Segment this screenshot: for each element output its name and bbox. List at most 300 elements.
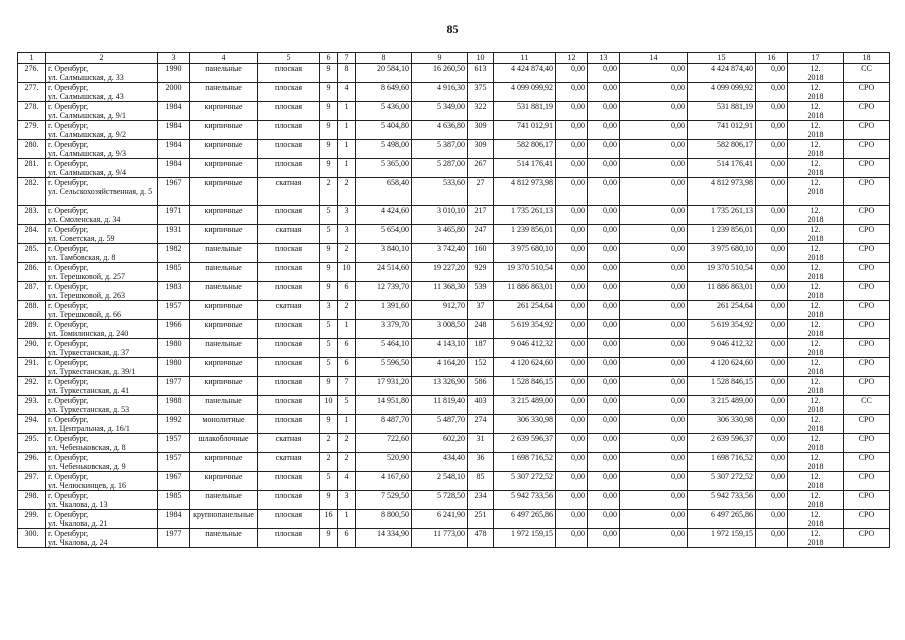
cost-col-14: 0,00: [620, 396, 688, 415]
cost-col-13: 0,00: [588, 206, 620, 225]
cost-col-14: 0,00: [620, 159, 688, 178]
method: СРО: [844, 472, 890, 491]
wall-material: панельные: [190, 244, 258, 263]
residents-count: 929: [468, 263, 494, 282]
deadline-year: 2018: [807, 187, 824, 196]
address-city: г. Оренбург,: [48, 140, 89, 149]
method: СРО: [844, 102, 890, 121]
table-row: [18, 320, 890, 339]
roof-type: плоская: [258, 83, 320, 102]
total-cost: 531 881,19: [494, 102, 556, 121]
address-cell: [46, 159, 158, 178]
cost-col-15: 5 942 733,56: [688, 491, 756, 510]
row-number: 300.: [18, 529, 46, 548]
address-street: ул. Салмышская, д. 9/3: [48, 149, 127, 158]
deadline-month: 12.: [810, 178, 821, 187]
roof-type: плоская: [258, 263, 320, 282]
deadline-month: 12.: [810, 64, 821, 73]
cost-col-13: 0,00: [588, 225, 620, 244]
deadline-year: 2018: [807, 348, 824, 357]
address-city: г. Оренбург,: [48, 263, 89, 272]
year-built: 1984: [158, 140, 190, 159]
table-row: [18, 178, 890, 206]
cost-col-14: 0,00: [620, 453, 688, 472]
method: СРО: [844, 121, 890, 140]
total-cost: 582 806,17: [494, 140, 556, 159]
residents-count: 217: [468, 206, 494, 225]
address-cell: [46, 320, 158, 339]
floors-count: 9: [320, 491, 338, 510]
entrances-count: 6: [338, 282, 356, 301]
roof-type: плоская: [258, 396, 320, 415]
cost-col-15: 1 239 856,01: [688, 225, 756, 244]
method: СРО: [844, 358, 890, 377]
deadline-year: 2018: [807, 73, 824, 82]
wall-material: кирпичные: [190, 178, 258, 206]
cost-col-14: 0,00: [620, 472, 688, 491]
year-built: 1984: [158, 510, 190, 529]
deadline-year: 2018: [807, 481, 824, 490]
address-street: ул. Чкалова, д. 24: [48, 538, 108, 547]
cost-col-12: 0,00: [556, 301, 588, 320]
cost-col-12: 0,00: [556, 377, 588, 396]
entrances-count: 6: [338, 339, 356, 358]
deadline-cell: [788, 453, 844, 472]
cost-col-14: 0,00: [620, 491, 688, 510]
residents-count: 27: [468, 178, 494, 206]
row-number: 296.: [18, 453, 46, 472]
wall-material: кирпичные: [190, 301, 258, 320]
year-built: 1977: [158, 377, 190, 396]
address-street: ул. Туркестанская, д. 53: [48, 405, 130, 414]
address-street: ул. Салмышская, д. 9/2: [48, 130, 127, 139]
method: СРО: [844, 377, 890, 396]
deadline-month: 12.: [810, 339, 821, 348]
cost-col-13: 0,00: [588, 510, 620, 529]
floors-count: 9: [320, 64, 338, 83]
cost-col-14: 0,00: [620, 244, 688, 263]
column-number-header: 15: [688, 53, 756, 64]
deadline-month: 12.: [810, 358, 821, 367]
year-built: 1984: [158, 121, 190, 140]
total-cost: 1 528 846,15: [494, 377, 556, 396]
deadline-year: 2018: [807, 519, 824, 528]
wall-material: кирпичные: [190, 320, 258, 339]
wall-material: крупнопанельные: [190, 510, 258, 529]
entrances-count: 2: [338, 244, 356, 263]
column-number-header: 8: [356, 53, 412, 64]
cost-col-14: 0,00: [620, 140, 688, 159]
row-number: 280.: [18, 140, 46, 159]
residents-count: 309: [468, 121, 494, 140]
roof-type: плоская: [258, 320, 320, 339]
cost-col-14: 0,00: [620, 415, 688, 434]
table-row: [18, 453, 890, 472]
address-cell: [46, 339, 158, 358]
cost-col-14: 0,00: [620, 64, 688, 83]
living-area: 5 349,00: [412, 102, 468, 121]
column-number-header: 2: [46, 53, 158, 64]
address-cell: [46, 377, 158, 396]
address-city: г. Оренбург,: [48, 225, 89, 234]
wall-material: панельные: [190, 282, 258, 301]
entrances-count: 2: [338, 301, 356, 320]
cost-col-16: 0,00: [756, 491, 788, 510]
cost-col-12: 0,00: [556, 102, 588, 121]
total-cost: 741 012,91: [494, 121, 556, 140]
deadline-year: 2018: [807, 234, 824, 243]
deadline-year: 2018: [807, 424, 824, 433]
roof-type: скатная: [258, 178, 320, 206]
floors-count: 5: [320, 472, 338, 491]
column-number-header: 3: [158, 53, 190, 64]
address-street: ул. Томилинская, д. 240: [48, 329, 129, 338]
cost-col-12: 0,00: [556, 434, 588, 453]
living-area: 3 010,10: [412, 206, 468, 225]
year-built: 1977: [158, 529, 190, 548]
total-cost: 514 176,41: [494, 159, 556, 178]
cost-col-14: 0,00: [620, 434, 688, 453]
year-built: 1967: [158, 472, 190, 491]
address-street: ул. Советская, д. 59: [48, 234, 115, 243]
cost-col-15: 1 972 159,15: [688, 529, 756, 548]
residents-count: 37: [468, 301, 494, 320]
method: СРО: [844, 83, 890, 102]
cost-col-13: 0,00: [588, 244, 620, 263]
table-row: [18, 510, 890, 529]
method: СРО: [844, 178, 890, 206]
deadline-year: 2018: [807, 291, 824, 300]
cost-col-16: 0,00: [756, 358, 788, 377]
deadline-year: 2018: [807, 386, 824, 395]
cost-col-13: 0,00: [588, 83, 620, 102]
entrances-count: 3: [338, 206, 356, 225]
deadline-month: 12.: [810, 396, 821, 405]
total-cost: 3 975 680,10: [494, 244, 556, 263]
total-cost: 5 619 354,92: [494, 320, 556, 339]
living-area: 3 742,40: [412, 244, 468, 263]
cost-col-13: 0,00: [588, 358, 620, 377]
wall-material: кирпичные: [190, 225, 258, 244]
living-area: 13 326,90: [412, 377, 468, 396]
table-body: [18, 64, 890, 548]
cost-col-13: 0,00: [588, 491, 620, 510]
deadline-year: 2018: [807, 367, 824, 376]
deadline-cell: [788, 320, 844, 339]
table-row: [18, 415, 890, 434]
deadline-month: 12.: [810, 121, 821, 130]
cost-col-13: 0,00: [588, 377, 620, 396]
deadline-month: 12.: [810, 140, 821, 149]
roof-type: плоская: [258, 415, 320, 434]
address-city: г. Оренбург,: [48, 178, 89, 187]
entrances-count: 1: [338, 121, 356, 140]
method: СРО: [844, 415, 890, 434]
entrances-count: 2: [338, 178, 356, 206]
deadline-cell: [788, 377, 844, 396]
living-area: 11 819,40: [412, 396, 468, 415]
roof-type: скатная: [258, 225, 320, 244]
column-number-header: 1: [18, 53, 46, 64]
entrances-count: 4: [338, 83, 356, 102]
table-row: [18, 282, 890, 301]
year-built: 1971: [158, 206, 190, 225]
floors-count: 10: [320, 396, 338, 415]
floors-count: 5: [320, 339, 338, 358]
cost-col-12: 0,00: [556, 396, 588, 415]
living-area: 533,60: [412, 178, 468, 206]
method: СРО: [844, 510, 890, 529]
cost-col-12: 0,00: [556, 159, 588, 178]
floors-count: 9: [320, 282, 338, 301]
cost-col-13: 0,00: [588, 339, 620, 358]
cost-col-16: 0,00: [756, 121, 788, 140]
address-cell: [46, 121, 158, 140]
cost-col-13: 0,00: [588, 102, 620, 121]
total-cost: 4 812 973,98: [494, 178, 556, 206]
address-street: ул. Челюскинцев, д. 16: [48, 481, 127, 490]
address-cell: [46, 301, 158, 320]
year-built: 1990: [158, 64, 190, 83]
wall-material: панельные: [190, 339, 258, 358]
deadline-year: 2018: [807, 215, 824, 224]
living-area: 4 636,80: [412, 121, 468, 140]
roof-type: плоская: [258, 64, 320, 83]
table-row: [18, 339, 890, 358]
address-city: г. Оренбург,: [48, 206, 89, 215]
cost-col-13: 0,00: [588, 140, 620, 159]
total-area: 722,60: [356, 434, 412, 453]
housing-register-table: [17, 52, 890, 548]
wall-material: кирпичные: [190, 140, 258, 159]
cost-col-12: 0,00: [556, 225, 588, 244]
method: СРО: [844, 434, 890, 453]
column-number-header: 5: [258, 53, 320, 64]
row-number: 282.: [18, 178, 46, 206]
living-area: 11 773,00: [412, 529, 468, 548]
wall-material: кирпичные: [190, 206, 258, 225]
deadline-year: 2018: [807, 405, 824, 414]
living-area: 4 143,10: [412, 339, 468, 358]
total-cost: 4 424 874,40: [494, 64, 556, 83]
residents-count: 586: [468, 377, 494, 396]
address-cell: [46, 510, 158, 529]
address-city: г. Оренбург,: [48, 102, 89, 111]
floors-count: 9: [320, 263, 338, 282]
method: СРО: [844, 263, 890, 282]
residents-count: 322: [468, 102, 494, 121]
address-city: г. Оренбург,: [48, 510, 89, 519]
total-area: 5 596,50: [356, 358, 412, 377]
table-row: [18, 206, 890, 225]
address-city: г. Оренбург,: [48, 121, 89, 130]
cost-col-14: 0,00: [620, 121, 688, 140]
entrances-count: 5: [338, 396, 356, 415]
deadline-year: 2018: [807, 253, 824, 262]
deadline-year: 2018: [807, 168, 824, 177]
cost-col-12: 0,00: [556, 140, 588, 159]
deadline-year: 2018: [807, 149, 824, 158]
cost-col-15: 5 619 354,92: [688, 320, 756, 339]
method: СРО: [844, 282, 890, 301]
cost-col-15: 6 497 265,86: [688, 510, 756, 529]
residents-count: 375: [468, 83, 494, 102]
deadline-cell: [788, 159, 844, 178]
table-row: [18, 83, 890, 102]
entrances-count: 2: [338, 434, 356, 453]
deadline-month: 12.: [810, 320, 821, 329]
total-area: 4 424,60: [356, 206, 412, 225]
cost-col-13: 0,00: [588, 178, 620, 206]
address-street: ул. Тамбовская, д. 8: [48, 253, 116, 262]
row-number: 286.: [18, 263, 46, 282]
residents-count: 187: [468, 339, 494, 358]
cost-col-15: 9 046 412,32: [688, 339, 756, 358]
address-city: г. Оренбург,: [48, 320, 89, 329]
column-number-header: 9: [412, 53, 468, 64]
cost-col-15: 19 370 510,54: [688, 263, 756, 282]
address-street: ул. Салмышская, д. 33: [48, 73, 124, 82]
cost-col-16: 0,00: [756, 529, 788, 548]
cost-col-13: 0,00: [588, 396, 620, 415]
total-cost: 261 254,64: [494, 301, 556, 320]
deadline-month: 12.: [810, 159, 821, 168]
deadline-cell: [788, 396, 844, 415]
total-area: 5 654,00: [356, 225, 412, 244]
cost-col-15: 1 735 261,13: [688, 206, 756, 225]
method: СРО: [844, 529, 890, 548]
cost-col-12: 0,00: [556, 472, 588, 491]
floors-count: 3: [320, 301, 338, 320]
address-cell: [46, 64, 158, 83]
floors-count: 16: [320, 510, 338, 529]
address-street: ул. Салмышская, д. 9/1: [48, 111, 127, 120]
cost-col-16: 0,00: [756, 282, 788, 301]
address-cell: [46, 396, 158, 415]
floors-count: 2: [320, 453, 338, 472]
cost-col-12: 0,00: [556, 358, 588, 377]
row-number: 293.: [18, 396, 46, 415]
address-street: ул. Салмышская, д. 43: [48, 92, 124, 101]
method: СРО: [844, 140, 890, 159]
floors-count: 9: [320, 529, 338, 548]
cost-col-14: 0,00: [620, 225, 688, 244]
roof-type: плоская: [258, 339, 320, 358]
method: СРО: [844, 320, 890, 339]
cost-col-12: 0,00: [556, 121, 588, 140]
year-built: 1980: [158, 339, 190, 358]
row-number: 276.: [18, 64, 46, 83]
entrances-count: 1: [338, 140, 356, 159]
cost-col-15: 5 307 272,52: [688, 472, 756, 491]
column-number-header: 10: [468, 53, 494, 64]
deadline-month: 12.: [810, 434, 821, 443]
cost-col-12: 0,00: [556, 491, 588, 510]
address-city: г. Оренбург,: [48, 64, 89, 73]
deadline-cell: [788, 244, 844, 263]
table-row: [18, 64, 890, 83]
wall-material: кирпичные: [190, 358, 258, 377]
address-city: г. Оренбург,: [48, 301, 89, 310]
address-cell: [46, 453, 158, 472]
deadline-month: 12.: [810, 472, 821, 481]
deadline-cell: [788, 263, 844, 282]
residents-count: 613: [468, 64, 494, 83]
cost-col-15: 531 881,19: [688, 102, 756, 121]
cost-col-12: 0,00: [556, 320, 588, 339]
address-city: г. Оренбург,: [48, 377, 89, 386]
cost-col-16: 0,00: [756, 263, 788, 282]
address-cell: [46, 358, 158, 377]
method: СРО: [844, 339, 890, 358]
entrances-count: 7: [338, 377, 356, 396]
table-row: [18, 140, 890, 159]
total-area: 7 529,50: [356, 491, 412, 510]
wall-material: кирпичные: [190, 121, 258, 140]
deadline-month: 12.: [810, 244, 821, 253]
roof-type: плоская: [258, 140, 320, 159]
wall-material: монолитные: [190, 415, 258, 434]
row-number: 277.: [18, 83, 46, 102]
cost-col-16: 0,00: [756, 510, 788, 529]
roof-type: плоская: [258, 510, 320, 529]
address-street: ул. Сельскохозяйственная, д. 5: [48, 187, 153, 196]
deadline-year: 2018: [807, 111, 824, 120]
floors-count: 9: [320, 415, 338, 434]
roof-type: скатная: [258, 301, 320, 320]
deadline-month: 12.: [810, 206, 821, 215]
cost-col-14: 0,00: [620, 529, 688, 548]
cost-col-13: 0,00: [588, 320, 620, 339]
total-area: 20 584,10: [356, 64, 412, 83]
wall-material: панельные: [190, 263, 258, 282]
residents-count: 539: [468, 282, 494, 301]
address-cell: [46, 206, 158, 225]
address-city: г. Оренбург,: [48, 453, 89, 462]
wall-material: панельные: [190, 83, 258, 102]
wall-material: панельные: [190, 491, 258, 510]
row-number: 287.: [18, 282, 46, 301]
total-area: 5 365,00: [356, 159, 412, 178]
cost-col-14: 0,00: [620, 263, 688, 282]
year-built: 1957: [158, 301, 190, 320]
cost-col-15: 582 806,17: [688, 140, 756, 159]
floors-count: 5: [320, 320, 338, 339]
page-number: 85: [446, 22, 459, 36]
table-row: [18, 434, 890, 453]
roof-type: плоская: [258, 529, 320, 548]
cost-col-15: 741 012,91: [688, 121, 756, 140]
column-number-header: 13: [588, 53, 620, 64]
deadline-cell: [788, 415, 844, 434]
entrances-count: 8: [338, 64, 356, 83]
year-built: 1992: [158, 415, 190, 434]
floors-count: 2: [320, 178, 338, 206]
cost-col-16: 0,00: [756, 83, 788, 102]
cost-col-12: 0,00: [556, 282, 588, 301]
method: СРО: [844, 491, 890, 510]
deadline-month: 12.: [810, 491, 821, 500]
total-cost: 5 942 733,56: [494, 491, 556, 510]
address-city: г. Оренбург,: [48, 472, 89, 481]
entrances-count: 1: [338, 102, 356, 121]
deadline-month: 12.: [810, 102, 821, 111]
row-number: 290.: [18, 339, 46, 358]
address-street: ул. Чкалова, д. 21: [48, 519, 108, 528]
row-number: 288.: [18, 301, 46, 320]
cost-col-15: 306 330,98: [688, 415, 756, 434]
address-city: г. Оренбург,: [48, 339, 89, 348]
